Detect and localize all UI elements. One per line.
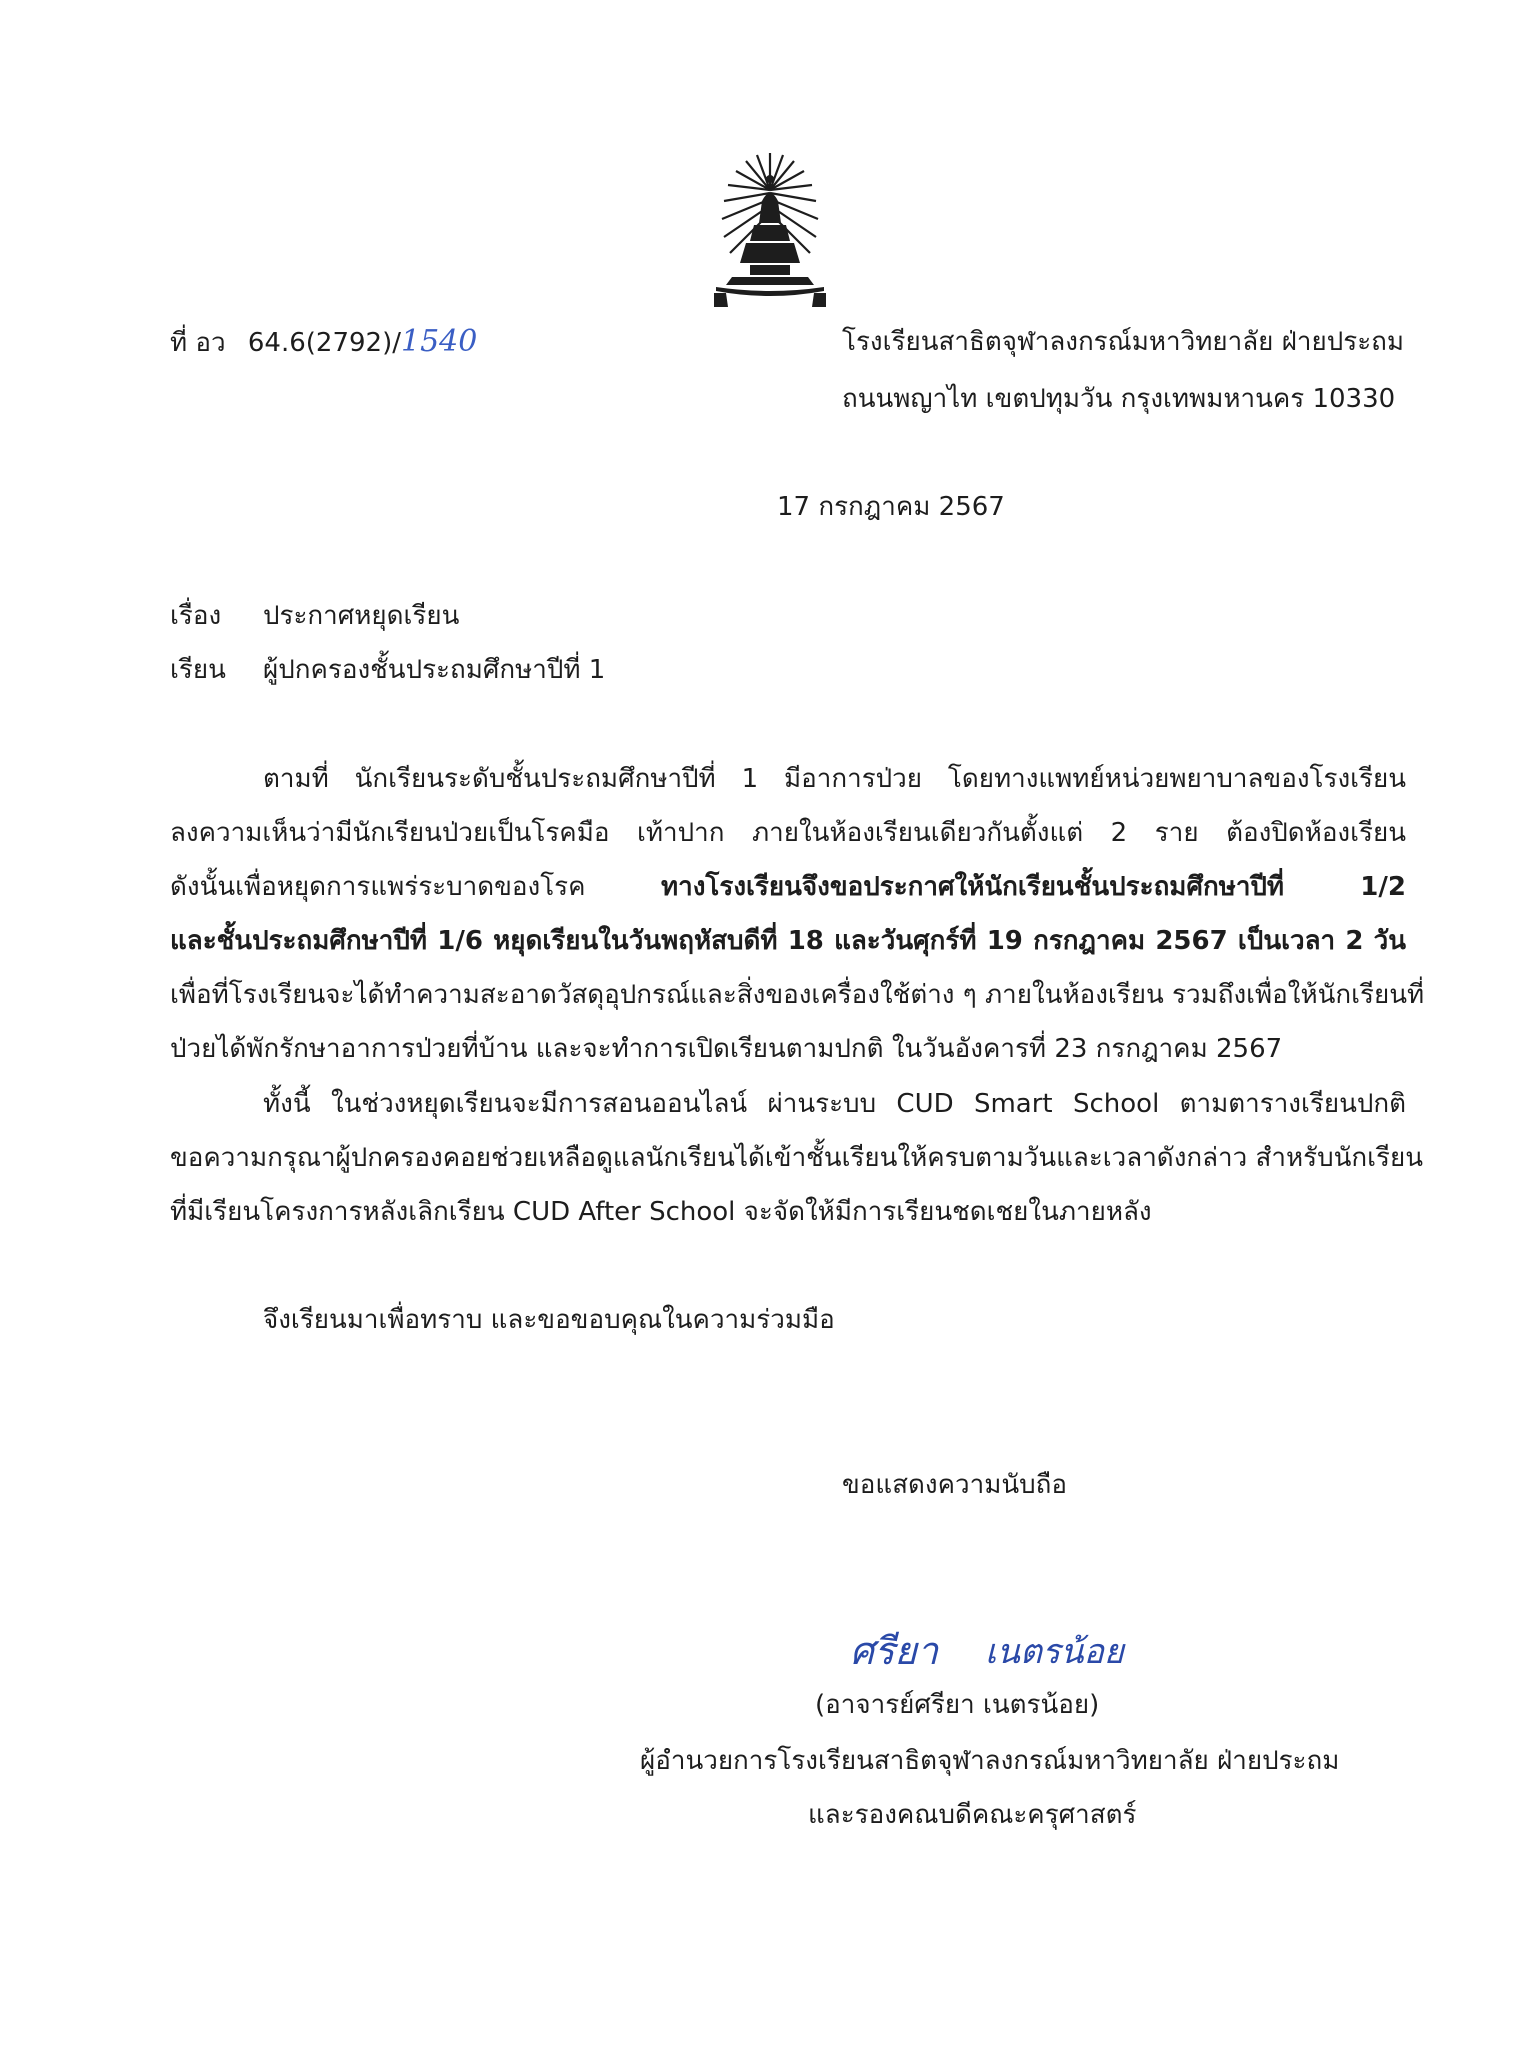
- reference-number: 64.6(2792)/: [247, 328, 401, 358]
- body-line: ขอความกรุณาผู้ปกครองคอยช่วยเหลือดูแลนักเรียนได้เข้าชั้นเรียนให้ครบตามวันและเวลาดังกล่าว สำหรับนักเรียน: [170, 1143, 1423, 1173]
- school-emblem-icon: [710, 145, 830, 313]
- body-line: ที่มีเรียนโครงการหลังเลิกเรียน CUD After School จะจัดให้มีการเรียนชดเชยในภายหลัง: [170, 1197, 1152, 1227]
- body-paragraph-1: [170, 752, 1425, 1076]
- subject-label: เรื่อง: [170, 601, 222, 631]
- reference-handwritten-number: 1540: [401, 324, 478, 359]
- signatory-title: ผู้อำนวยการโรงเรียนสาธิตจุฬาลงกรณ์มหาวิทยาลัย ฝ่ายประถม: [640, 1746, 1340, 1776]
- body-line: ตามที่ นักเรียนระดับชั้นประถมศึกษาปีที่ 1 มีอาการป่วย โดยทางแพทย์หน่วยพยาบาลของโรงเรียน: [263, 764, 1406, 794]
- body-line-with-bold: [170, 860, 1406, 914]
- body-paragraph-2: [170, 1077, 1423, 1239]
- signatory-title-2: และรองคณบดีคณะครุศาสตร์: [808, 1800, 1137, 1830]
- body-line: ป่วยได้พักรักษาอาการป่วยที่บ้าน และจะทำการเปิดเรียนตามปกติ ในวันอังคารที่ 23 กรกฎาคม 2567: [170, 1034, 1283, 1064]
- school-name: โรงเรียนสาธิตจุฬาลงกรณ์มหาวิทยาลัย ฝ่ายประถม: [842, 327, 1405, 357]
- body-line: ลงความเห็นว่ามีนักเรียนป่วยเป็นโรคมือ เท้าปาก ภายในห้องเรียนเดียวกันตั้งแต่ 2 ราย ต้องปิดห้องเรียน: [170, 818, 1406, 848]
- closing-text: จึงเรียนมาเพื่อทราบ และขอขอบคุณในความร่วมมือ: [263, 1305, 835, 1335]
- recipient-text: ผู้ปกครองชั้นประถมศึกษาปีที่ 1: [263, 655, 606, 685]
- announcement-bold-text: และชั้นประถมศึกษาปีที่ 1/6 หยุดเรียนในวันพฤหัสบดีที่ 18 และวันศุกร์ที่ 19 กรกฎาคม 2567 เป็นเวลา 2 วัน: [170, 926, 1406, 956]
- announcement-bold-text: ทางโรงเรียนจึงขอประกาศให้นักเรียนชั้นประถมศึกษาปีที่ 1/2: [660, 872, 1406, 902]
- subject-text: ประกาศหยุดเรียน: [263, 601, 460, 631]
- signatory-name: (อาจารย์ศรียา เนตรน้อย): [815, 1690, 1100, 1720]
- regards-text: ขอแสดงความนับถือ: [842, 1470, 1067, 1500]
- letter-date: 17 กรกฎาคม 2567: [777, 492, 1005, 522]
- reference-label: ที่ อว: [170, 328, 226, 358]
- reference-line: [170, 322, 477, 363]
- body-text: ดังนั้นเพื่อหยุดการแพร่ระบาดของโรค: [170, 872, 661, 902]
- body-line: เพื่อที่โรงเรียนจะได้ทำความสะอาดวัสดุอุปกรณ์และสิ่งของเครื่องใช้ต่าง ๆ ภายในห้องเรียน รวมถึงเพื่อให้นักเรียนที่: [170, 980, 1425, 1010]
- school-address: ถนนพญาไท เขตปทุมวัน กรุงเทพมหานคร 10330: [842, 384, 1396, 414]
- signature-first-name: ศรียา: [850, 1629, 939, 1673]
- body-line-bold: [170, 914, 1406, 968]
- signature-last-name: เนตรน้อย: [985, 1632, 1124, 1672]
- recipient-label: เรียน: [170, 655, 226, 685]
- body-line: ทั้งนี้ ในช่วงหยุดเรียนจะมีการสอนออนไลน์ ผ่านระบบ CUD Smart School ตามตารางเรียนปกติ: [263, 1089, 1406, 1119]
